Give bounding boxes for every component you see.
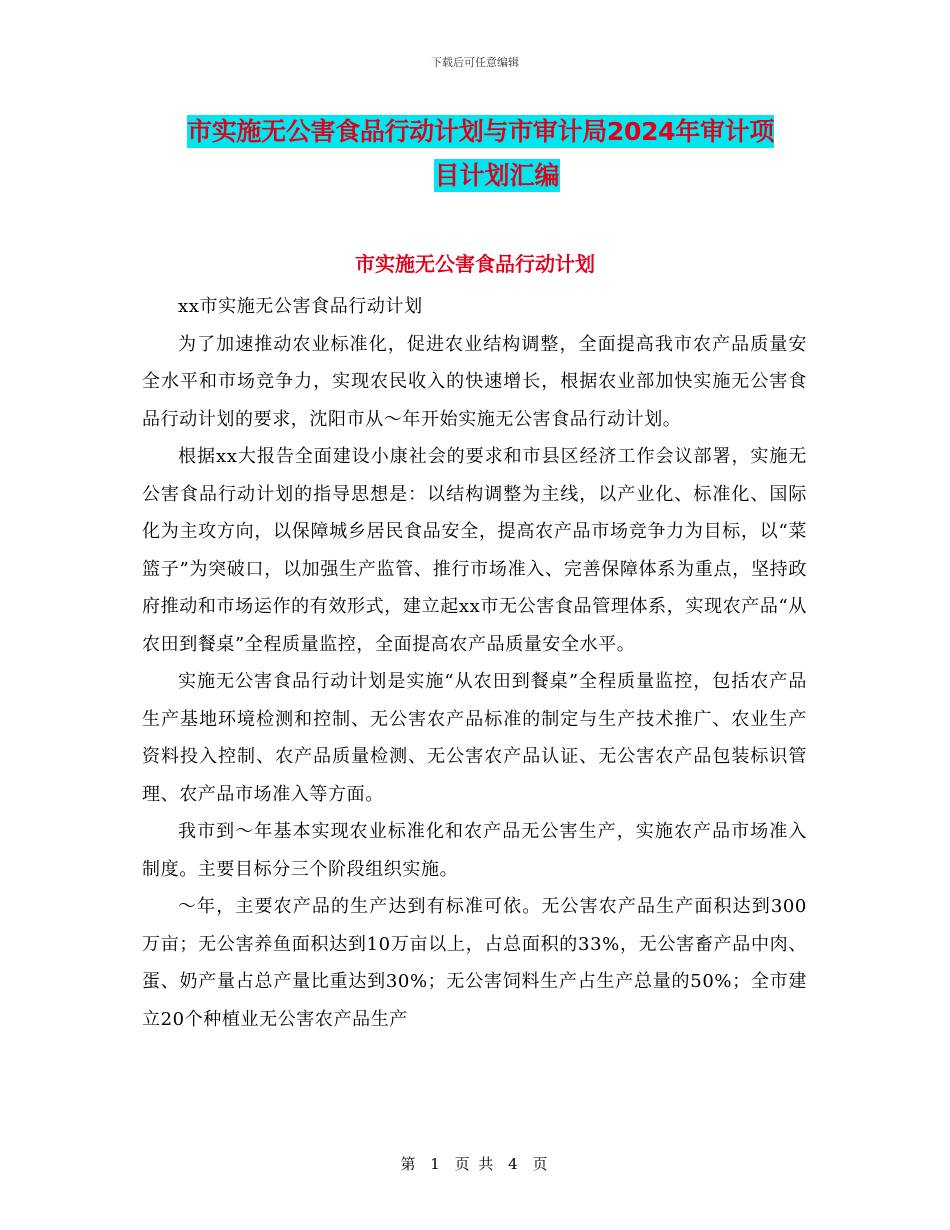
title-line-2: 目计划汇编 [434,161,560,190]
paragraph: 我市到～年基本实现农业标准化和农产品无公害生产，实施农产品市场准入制度。主要目标分三个阶段组织实施。 [142,821,807,880]
document-title [187,110,807,198]
section-title: 市实施无公害食品行动计划 [355,252,595,276]
footer-prefix: 第 [400,1155,418,1173]
paragraph: ～年，主要农产品的生产达到有标准可依。无公害农产品生产面积达到300万亩；无公害养鱼面积达到10万亩以上，占总面积的33%，无公害畜产品中肉、蛋、奶产量占总产量比重达到30%；无公害饲料生产占生产总量的50%；全市建立20个种植业无公害农产品生产 [142,896,807,1030]
paragraph: 实施无公害食品行动计划是实施“从农田到餐桌”全程质量监控，包括农产品生产基地环境检测和控制、无公害农产品标准的制定与生产技术推广、农业生产资料投入控制、农产品质量检测、无公害农产品认证、无公害农产品包装标识管理、农产品市场准入等方面。 [142,671,807,805]
page-total: 4 [508,1155,520,1173]
page-footer [0,1153,950,1174]
body-text [142,288,807,1038]
footer-mid: 页 共 [454,1155,496,1173]
paragraph: xx市实施无公害食品行动计划 [178,296,423,317]
title-line-1: 市实施无公害食品行动计划与市审计局2024年审计项 [187,117,775,146]
page-number: 1 [430,1155,442,1173]
paragraph: 根据xx大报告全面建设小康社会的要求和市县区经济工作会议部署，实施无公害食品行动计划的指导思想是：以结构调整为主线，以产业化、标准化、国际化为主攻方向，以保障城乡居民食品安全，提高农产品市场竞争力为目标，以“菜篮子”为突破口，以加强生产监管、推行市场准入、完善保障体系为重点，坚持政府推动和市场运作的有效形式，建立起xx市无公害食品管理体系，实现农产品“从农田到餐桌”全程质量监控，全面提高农产品质量安全水平。 [142,446,807,655]
footer-suffix: 页 [532,1155,550,1173]
header-note: 下载后可任意编辑 [431,56,519,69]
paragraph: 为了加速推动农业标准化，促进农业结构调整，全面提高我市农产品质量安全水平和市场竞争力，实现农民收入的快速增长，根据农业部加快实施无公害食品行动计划的要求，沈阳市从～年开始实施无公害食品行动计划。 [142,333,807,430]
